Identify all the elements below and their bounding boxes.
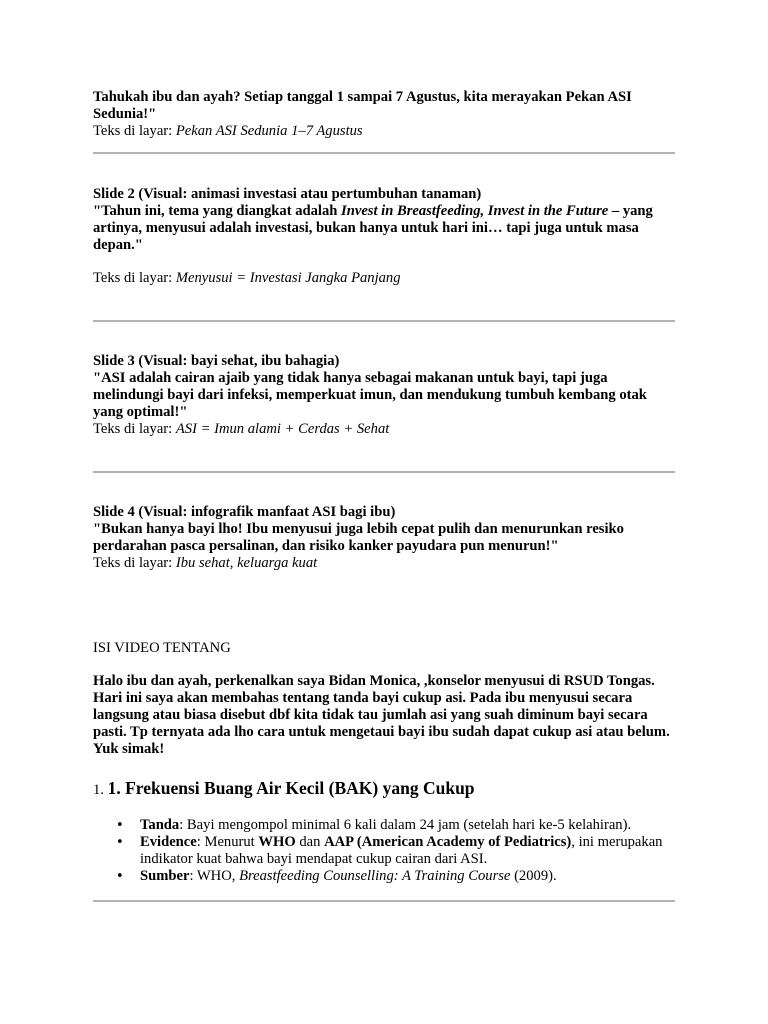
intro-section (93, 89, 678, 140)
slide3-section (93, 353, 678, 438)
intro-screen-text-line (93, 123, 678, 140)
isi-paragraph: Halo ibu dan ayah, perkenalkan saya Bidan Monica, ,konselor menyusui di RSUD Tongas. Hari ini saya akan membahas tentang tanda bayi cukup asi. Pada ibu menyusui secara langsung atau biasa disebut dbf kita tidak tau jumlah asi yang suah diminum bayi secara pasti. Tp ternyata ada lho cara untuk mengetaui bayi ibu sudah dapat cukup asi atau belum. Yuk simak! (93, 673, 670, 757)
slide4-title: Slide 4 (Visual: infografik manfaat ASI bagi ibu) (93, 504, 396, 520)
tanda-label: Tanda (140, 817, 180, 833)
intro-quote: Tahukah ibu dan ayah? Setiap tanggal 1 sampai 7 Agustus, kita merayakan Pekan ASI Sedunia!" (93, 89, 632, 122)
screen-label: Teks di layar: (93, 270, 176, 286)
isi-video-section (93, 640, 678, 758)
slide4-screen-text-line (93, 555, 678, 572)
slide2-quote-theme: Invest in Breastfeeding, Invest in the Future (341, 203, 609, 219)
isi-heading: ISI VIDEO TENTANG (93, 640, 231, 656)
screen-text: Ibu sehat, keluarga kuat (175, 555, 318, 571)
evidence-text-end: , ini merupakan indikator kuat bahwa bayi mendapat cukup cairan dari ASI. (140, 834, 663, 867)
slide3-quote: "ASI adalah cairan ajaib yang tidak hanya sebagai makanan untuk bayi, tapi juga melindungi bayi dari infeksi, memperkuat imun, dan mendukung tumbuh kembang otak yang optimal!" (93, 370, 647, 420)
evidence-text: : Menurut (196, 834, 259, 850)
screen-text: Menyusui = Investasi Jangka Panjang (175, 270, 401, 286)
section-number: 1. (93, 782, 104, 798)
screen-text: Pekan ASI Sedunia 1–7 Agustus (175, 123, 363, 139)
sumber-year: (2009). (510, 868, 557, 884)
slide3-screen-text-line (93, 421, 678, 438)
evidence-aap: AAP (American Academy of Pediatrics) (324, 834, 572, 850)
slide4-section (93, 504, 678, 572)
slide2-section (93, 186, 678, 287)
list-item-sumber (116, 868, 678, 885)
slide2-quote-end: – yang artinya, menyusui adalah investasi, bukan hanya untuk hari ini… tapi juga untuk masa depan." (93, 203, 653, 253)
sumber-title: Breastfeeding Counselling: A Training Course (239, 868, 511, 884)
list-item-evidence (116, 834, 678, 868)
slide4-title-line (93, 504, 678, 521)
section-title: 1. Frekuensi Buang Air Kecil (BAK) yang Cukup (107, 778, 475, 798)
slide2-screen-text-line (93, 270, 678, 287)
slide2-title-line (93, 186, 678, 203)
evidence-label: Evidence (140, 834, 197, 850)
evidence-conjunction: dan (295, 834, 325, 850)
slide2-quote (93, 203, 678, 254)
tanda-text: : Bayi mengompol minimal 6 kali dalam 24 jam (setelah hari ke-5 kelahiran). (179, 817, 632, 833)
section1-heading (93, 780, 678, 799)
bullet-icon: • (116, 835, 124, 850)
sumber-text: : WHO, (189, 868, 240, 884)
sumber-label: Sumber (140, 868, 190, 884)
slide4-quote: "Bukan hanya bayi lho! Ibu menyusui juga lebih cepat pulih dan menurunkan resiko perdarahan pasca persalinan, dan risiko kanker payudara pun menurun!" (93, 521, 624, 554)
separator (93, 320, 675, 322)
slide2-title: Slide 2 (Visual: animasi investasi atau pertumbuhan tanaman) (93, 186, 482, 202)
screen-label: Teks di layar: (93, 555, 176, 571)
slide2-quote-start: "Tahun ini, tema yang diangkat adalah (93, 203, 342, 219)
bullet-icon: • (116, 869, 124, 884)
separator (93, 471, 675, 473)
evidence-who: WHO (258, 834, 296, 850)
slide3-title: Slide 3 (Visual: bayi sehat, ibu bahagia) (93, 353, 340, 369)
section1-list (116, 817, 678, 885)
screen-label: Teks di layar: (93, 421, 176, 437)
slide3-title-line (93, 353, 678, 370)
bullet-icon: • (116, 818, 124, 833)
separator (93, 900, 675, 902)
separator (93, 152, 675, 154)
screen-label: Teks di layar: (93, 123, 176, 139)
screen-text: ASI = Imun alami + Cerdas + Sehat (175, 421, 390, 437)
list-item-tanda (116, 817, 678, 834)
